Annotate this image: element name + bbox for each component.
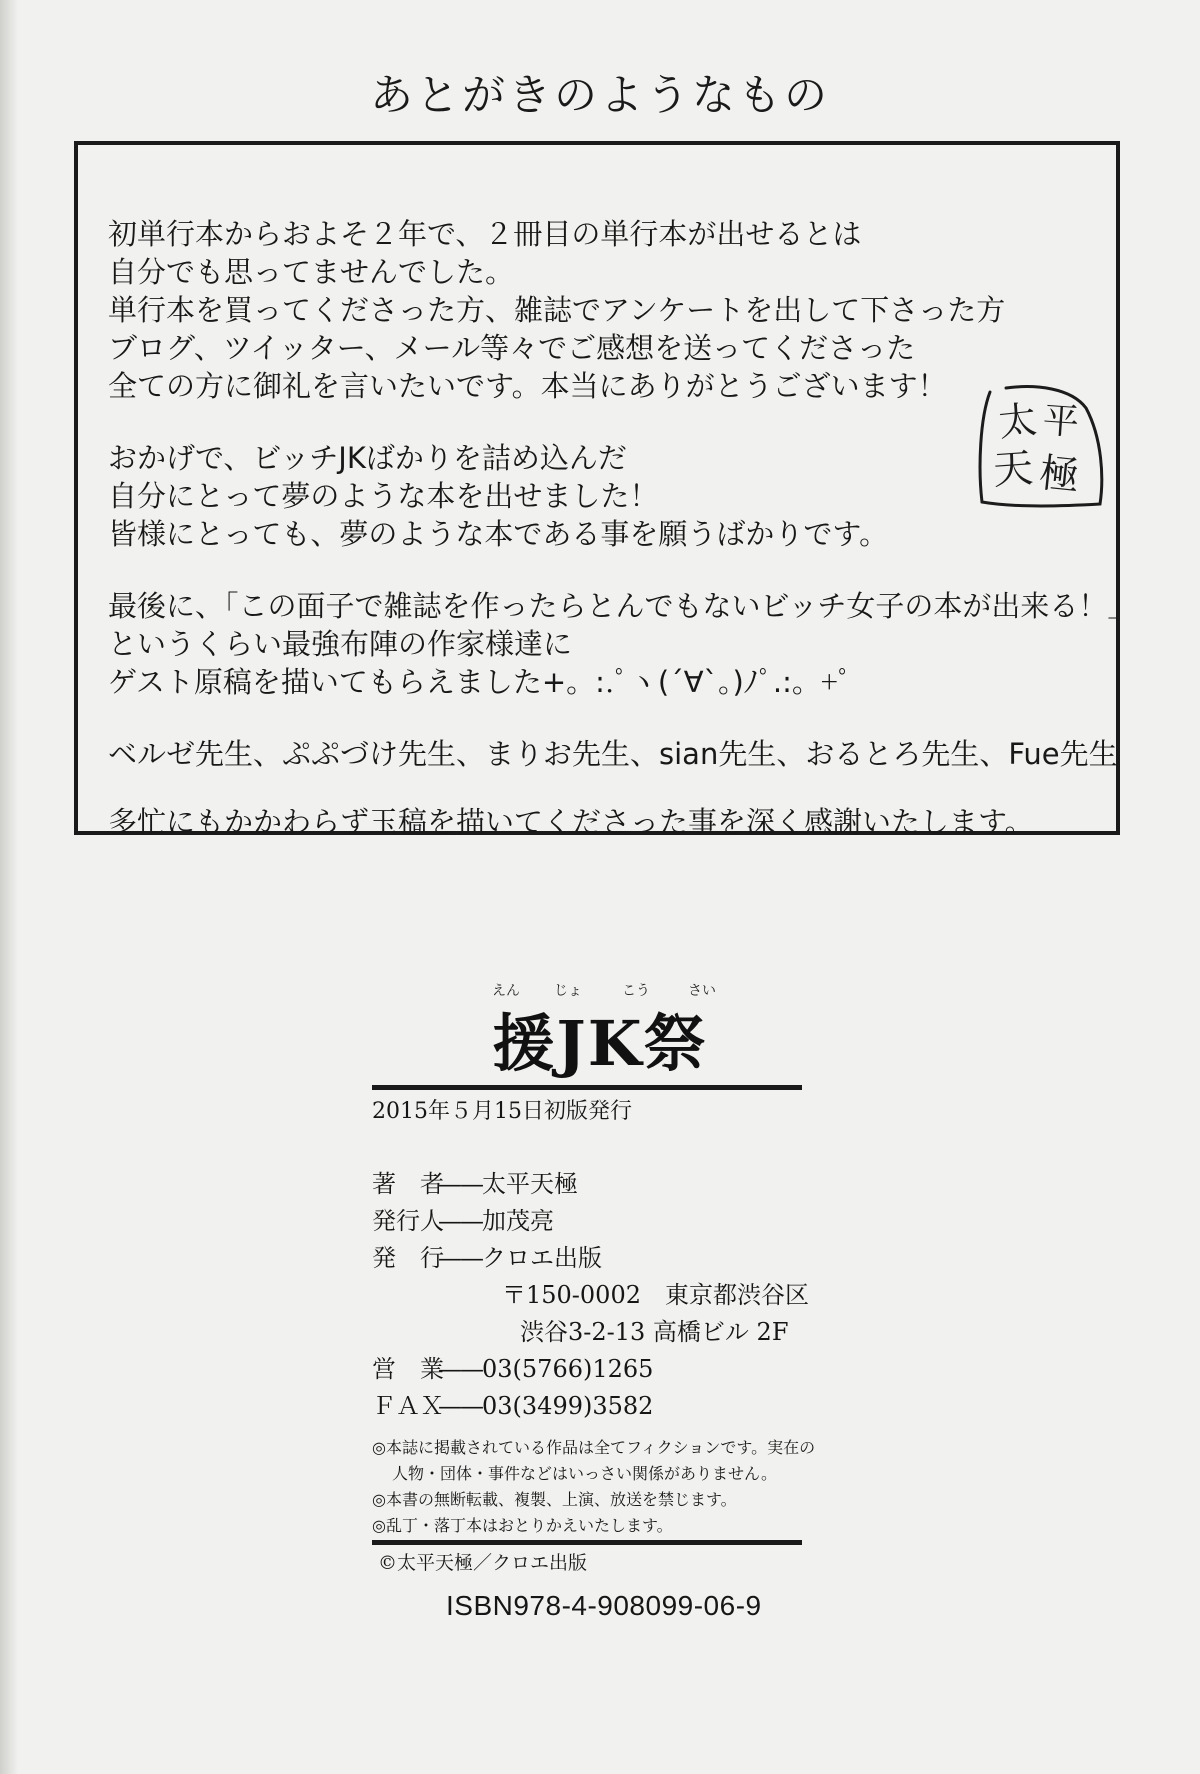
afterword-paragraph	[108, 587, 1137, 701]
afterword-paragraph	[108, 439, 1086, 553]
publication-date: 2015年５月15日初版発行	[372, 1099, 632, 1124]
notice-line: ◎本誌に掲載されている作品は全てフィクションです。実在の	[372, 1438, 816, 1457]
credit-sales	[372, 1351, 809, 1388]
afterword-line: 単行本を買ってくださった方、雑誌でアンケートを出して下さった方	[108, 293, 1006, 327]
credit-value: 03(3499)3582	[482, 1392, 654, 1420]
afterword-box	[74, 141, 1137, 839]
book-title: 援JK祭	[492, 1007, 708, 1080]
afterword-line: ブログ、ツイッター、メール等々でご感想を送ってくださった	[108, 331, 916, 365]
credit-value: クロエ出版	[482, 1244, 602, 1272]
afterword-line: ゲスト原稿を描いてもらえました+。:.ﾟヽ(´∀`。)ﾉﾟ.:。+ﾟ	[108, 665, 853, 699]
afterword-line: 最後に、「この面子で雑誌を作ったらとんでもないビッチ女子の本が出来る！」	[108, 589, 1137, 623]
svg-text:天: 天	[991, 445, 1035, 494]
svg-text:極: 極	[1036, 450, 1082, 501]
credit-publisher-person	[372, 1203, 809, 1240]
svg-text:平: 平	[1041, 400, 1081, 444]
notice-line: ◎乱丁・落丁本はおとりかえいたします。	[372, 1516, 673, 1535]
afterword-line: 自分でも思ってませんでした。	[108, 255, 515, 289]
afterword-line: 初単行本からおよそ２年で、２冊目の単行本が出せるとは	[108, 217, 862, 251]
credit-author	[372, 1166, 809, 1203]
credit-dash: ——	[438, 1355, 482, 1383]
credit-dash: ——	[438, 1392, 482, 1420]
credits	[372, 1166, 809, 1425]
afterword-paragraph	[108, 803, 1086, 841]
afterword-line: というくらい最強布陣の作家様達に	[108, 627, 573, 661]
credit-label: ＦＡＸ	[372, 1392, 444, 1420]
guest-artists-line: ベルゼ先生、ぷぷづけ先生、まりお先生、sian先生、おるとろ先生、Fue先生	[108, 737, 1118, 771]
notice-line: ◎本書の無断転載、複製、上演、放送を禁じます。	[372, 1490, 737, 1509]
notice-line: 人物・団体・事件などはいっさい関係がありません。	[392, 1464, 777, 1483]
credit-label: 発行人	[372, 1207, 444, 1235]
credit-fax	[372, 1388, 809, 1425]
credit-publisher	[372, 1240, 809, 1277]
isbn: ISBN978-4-908099-06-9	[446, 1590, 762, 1621]
divider-rule	[372, 1540, 802, 1545]
credit-label: 営 業	[372, 1355, 444, 1383]
afterword-heading: あとがきのようなもの	[370, 71, 830, 121]
ruby-text: えん	[492, 983, 520, 999]
afterword-line: 皆様にとっても、夢のような本である事を願うばかりです。	[108, 517, 889, 551]
credit-label: 著 者	[372, 1170, 444, 1198]
author-signature	[976, 378, 1106, 512]
ruby-text: さい	[688, 983, 716, 999]
divider-rule	[372, 1085, 802, 1090]
afterword-line: 自分にとって夢のような本を出せました！	[108, 479, 659, 513]
credit-dash: ——	[438, 1244, 482, 1272]
copyright: ©太平天極／クロエ出版	[378, 1552, 588, 1574]
address-line: 〒150-0002 東京都渋谷区	[502, 1281, 809, 1309]
legal-notices	[372, 1435, 815, 1539]
credit-dash: ——	[438, 1207, 482, 1235]
svg-text:太: 太	[996, 397, 1039, 445]
afterword-paragraph	[108, 735, 1118, 773]
credit-value: 太平天極	[482, 1170, 578, 1198]
ruby-text: じょ	[554, 983, 582, 999]
afterword-line: 全ての方に御礼を言いたいです。本当にありがとうございます！	[108, 369, 947, 403]
credit-value: 03(5766)1265	[482, 1355, 654, 1383]
afterword-line: 多忙にもかかわらず玉稿を描いてくださった事を深く感謝いたします。	[108, 805, 1034, 839]
credit-dash: ——	[438, 1170, 482, 1198]
page-edge-shadow	[0, 0, 18, 1774]
credit-value: 加茂亮	[482, 1207, 554, 1235]
afterword-body	[108, 215, 1137, 875]
afterword-line: おかげで、ビッチJKばかりを詰め込んだ	[108, 441, 627, 475]
ruby-text: こう	[622, 983, 650, 999]
credit-label: 発 行	[372, 1244, 444, 1272]
afterword-paragraph	[108, 215, 1086, 405]
address-line: 渋谷3-2-13 高橋ビル 2F	[520, 1318, 789, 1346]
